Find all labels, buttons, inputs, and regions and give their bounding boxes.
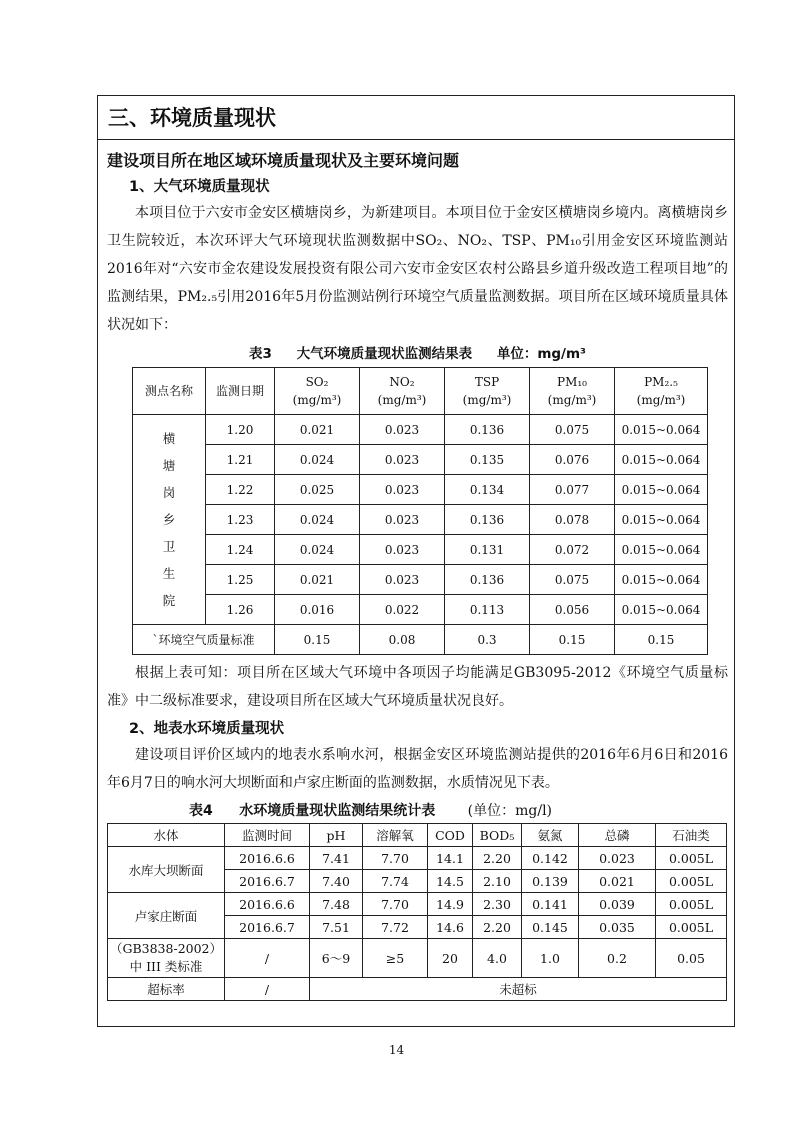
table-cell: 1.26 xyxy=(206,595,275,625)
section-title: 三、环境质量现状 xyxy=(98,96,734,140)
table-row xyxy=(133,505,708,535)
table-cell: 0.023 xyxy=(360,475,445,505)
header-unit: (mg/m³) xyxy=(462,393,512,407)
header-cell: 监测日期 xyxy=(206,368,275,415)
table-cell: 0.15 xyxy=(530,625,615,655)
table-cell: 0.005L xyxy=(656,893,727,916)
table-cell: 0.015~0.064 xyxy=(615,415,708,445)
table-cell: 0.142 xyxy=(522,847,579,870)
table-cell: 0.136 xyxy=(445,415,530,445)
table-cell: 1.25 xyxy=(206,565,275,595)
station-char: 卫 xyxy=(162,539,176,554)
table-cell: 0.023 xyxy=(360,415,445,445)
table-cell: 0.075 xyxy=(530,415,615,445)
table-cell: 0.075 xyxy=(530,565,615,595)
header-cell: 石油类 xyxy=(656,824,727,847)
table-row xyxy=(133,535,708,565)
water-body-cell: 水库大坝断面 xyxy=(108,847,225,893)
table-cell: 0.039 xyxy=(579,893,656,916)
table-cell: 0.022 xyxy=(360,595,445,625)
table-cell: 2016.6.7 xyxy=(225,916,310,939)
header-cell: 氨氮 xyxy=(522,824,579,847)
table-cell: 0.024 xyxy=(275,535,360,565)
table-cell: 0.023 xyxy=(360,565,445,595)
air-heading: 1、大气环境质量现状 xyxy=(129,179,270,195)
header-name: SO₂ xyxy=(305,375,329,389)
table-cell: 0.005L xyxy=(656,870,727,893)
table-cell: 1.24 xyxy=(206,535,275,565)
table4-number: 表4 xyxy=(189,803,213,819)
table-cell: 0.015~0.064 xyxy=(615,505,708,535)
station-char: 乡 xyxy=(162,512,176,527)
header-cell: 总磷 xyxy=(579,824,656,847)
header-name: PM₁₀ xyxy=(557,375,587,389)
exceed-row xyxy=(108,978,727,1001)
table-cell: 0.056 xyxy=(530,595,615,625)
table-cell: 0.139 xyxy=(522,870,579,893)
standard-row xyxy=(133,625,708,655)
table-cell: 0.141 xyxy=(522,893,579,916)
station-char: 岗 xyxy=(162,485,176,500)
subsection-title: 建设项目所在地区域环境质量现状及主要环境问题 xyxy=(107,151,460,170)
table-cell: 0.016 xyxy=(275,595,360,625)
table4-caption xyxy=(107,799,728,823)
standard-label: `环境空气质量标准 xyxy=(133,625,275,655)
table-cell: 0.024 xyxy=(275,445,360,475)
table-cell: 0.015~0.064 xyxy=(615,595,708,625)
table-cell: 0.2 xyxy=(579,939,656,978)
table-cell: 0.021 xyxy=(275,565,360,595)
header-unit: (mg/m³) xyxy=(547,393,597,407)
table-cell: 0.021 xyxy=(275,415,360,445)
standard-row xyxy=(108,939,727,978)
table3-caption xyxy=(107,341,728,367)
table-cell: 7.70 xyxy=(363,847,428,870)
standard-label-line: 中 III 类标准 xyxy=(129,959,203,974)
table-cell: 20 xyxy=(428,939,473,978)
table-cell: 14.9 xyxy=(428,893,473,916)
table3-number: 表3 xyxy=(249,346,272,362)
table-cell: 7.74 xyxy=(363,870,428,893)
table-cell: 0.024 xyxy=(275,505,360,535)
header-cell: BOD₅ xyxy=(473,824,522,847)
table-cell: 0.113 xyxy=(445,595,530,625)
table-cell: / xyxy=(225,978,310,1001)
table-cell: 1.0 xyxy=(522,939,579,978)
table-cell: 14.5 xyxy=(428,870,473,893)
page-number: 14 xyxy=(388,1043,405,1057)
header-unit: (mg/m³) xyxy=(636,393,686,407)
water-body-cell: 卢家庄断面 xyxy=(108,893,225,939)
header-name: PM₂.₅ xyxy=(644,375,678,389)
header-name: NO₂ xyxy=(389,375,415,389)
table-cell: / xyxy=(225,939,310,978)
table-cell: 2016.6.6 xyxy=(225,893,310,916)
content-frame xyxy=(97,95,735,1027)
table-cell: 0.131 xyxy=(445,535,530,565)
table-cell: 14.6 xyxy=(428,916,473,939)
table-cell: 1.23 xyxy=(206,505,275,535)
table-cell: 0.077 xyxy=(530,475,615,505)
header-unit: (mg/m³) xyxy=(292,393,342,407)
table-cell: 2.20 xyxy=(473,916,522,939)
table-cell: 0.136 xyxy=(445,505,530,535)
table-cell: 0.023 xyxy=(360,445,445,475)
standard-label-line: （GB3838-2002） xyxy=(109,941,223,956)
table-row xyxy=(133,595,708,625)
table-cell: 2.20 xyxy=(473,847,522,870)
table-row xyxy=(133,415,708,445)
table-cell: 0.023 xyxy=(579,847,656,870)
water-heading: 2、地表水环境质量现状 xyxy=(129,721,285,737)
table-cell: 0.023 xyxy=(360,505,445,535)
table-header-row xyxy=(108,824,727,847)
table-row xyxy=(133,445,708,475)
table-cell: 7.51 xyxy=(310,916,363,939)
station-cell xyxy=(133,415,206,625)
table-cell: 1.20 xyxy=(206,415,275,445)
air-conclusion: 根据上表可知：项目所在区域大气环境中各项因子均能满足GB3095-2012《环境空气质量标准》中二级标准要求，建设项目所在区域大气环境质量状况良好。 xyxy=(107,665,728,709)
header-cell: 水体 xyxy=(108,824,225,847)
header-cell: COD xyxy=(428,824,473,847)
air-quality-table xyxy=(132,367,708,655)
table-cell: 0.135 xyxy=(445,445,530,475)
table-cell: 0.025 xyxy=(275,475,360,505)
header-cell: pH xyxy=(310,824,363,847)
table-cell: 0.035 xyxy=(579,916,656,939)
exceed-value: 未超标 xyxy=(310,978,727,1001)
table-cell: 0.015~0.064 xyxy=(615,535,708,565)
table-row xyxy=(108,847,727,870)
table-cell: 2016.6.6 xyxy=(225,847,310,870)
table4-unit: (单位：mg/l) xyxy=(467,803,553,819)
table-cell: 0.3 xyxy=(445,625,530,655)
water-paragraph: 建设项目评价区域内的地表水系响水河，根据金安区环境监测站提供的2016年6月6日和2016年6月7日的响水河大坝断面和卢家庄断面的监测数据，水质情况见下表。 xyxy=(107,747,728,791)
table-row xyxy=(108,893,727,916)
table-row xyxy=(133,565,708,595)
table-cell: 0.078 xyxy=(530,505,615,535)
table-cell: 7.40 xyxy=(310,870,363,893)
header-cell xyxy=(275,368,360,415)
standard-label xyxy=(108,939,225,978)
station-char: 横 xyxy=(162,431,176,446)
table-cell: 0.015~0.064 xyxy=(615,565,708,595)
station-char: 院 xyxy=(162,593,176,608)
table-cell: ≥5 xyxy=(363,939,428,978)
table-cell: 7.48 xyxy=(310,893,363,916)
table-cell: 0.08 xyxy=(360,625,445,655)
table-cell: 6～9 xyxy=(310,939,363,978)
header-cell xyxy=(615,368,708,415)
header-cell: 监测时间 xyxy=(225,824,310,847)
header-cell: 测点名称 xyxy=(133,368,206,415)
table-cell: 0.005L xyxy=(656,847,727,870)
header-cell: 溶解氧 xyxy=(363,824,428,847)
table-cell: 0.015~0.064 xyxy=(615,475,708,505)
header-cell xyxy=(530,368,615,415)
table3-unit: 单位：mg/m³ xyxy=(496,346,586,362)
table3-title: 大气环境质量现状监测结果表 xyxy=(296,346,473,362)
table-cell: 0.134 xyxy=(445,475,530,505)
table-cell: 0.05 xyxy=(656,939,727,978)
table-header-row xyxy=(133,368,708,415)
table-cell: 0.005L xyxy=(656,916,727,939)
table-cell: 0.15 xyxy=(615,625,708,655)
table-cell: 7.41 xyxy=(310,847,363,870)
table-cell: 0.021 xyxy=(579,870,656,893)
header-unit: (mg/m³) xyxy=(377,393,427,407)
table-cell: 0.15 xyxy=(275,625,360,655)
table-cell: 0.015~0.064 xyxy=(615,445,708,475)
table-cell: 14.1 xyxy=(428,847,473,870)
table-cell: 7.70 xyxy=(363,893,428,916)
table-cell: 0.136 xyxy=(445,565,530,595)
table-cell: 0.072 xyxy=(530,535,615,565)
table-cell: 7.72 xyxy=(363,916,428,939)
header-cell xyxy=(360,368,445,415)
station-char: 生 xyxy=(162,566,176,581)
table-cell: 1.21 xyxy=(206,445,275,475)
table-cell: 1.22 xyxy=(206,475,275,505)
table4-title: 水环境质量现状监测结果统计表 xyxy=(239,803,436,819)
station-char: 塘 xyxy=(162,458,176,473)
header-name: TSP xyxy=(474,375,500,389)
table-cell: 2016.6.7 xyxy=(225,870,310,893)
table-cell: 2.10 xyxy=(473,870,522,893)
table-row xyxy=(133,475,708,505)
water-quality-table xyxy=(107,823,727,1001)
table-cell: 4.0 xyxy=(473,939,522,978)
exceed-label: 超标率 xyxy=(108,978,225,1001)
table-cell: 0.145 xyxy=(522,916,579,939)
table-cell: 2.30 xyxy=(473,893,522,916)
table-cell: 0.076 xyxy=(530,445,615,475)
header-cell xyxy=(445,368,530,415)
air-paragraph: 本项目位于六安市金安区横塘岗乡，为新建项目。本项目位于金安区横塘岗乡境内。离横塘岗乡卫生院较近，本次环评大气环境现状监测数据中SO₂、NO₂、TSP、PM₁₀引用金安区环境监测站2016年对“六安市金农建设发展投资有限公司六安市金安区农村公路县乡道升级改造工程项目地”的监测结果，PM₂.₅引用2016年5月份监测站例行环境空气质量监测数据。项目所在区域环境质量具体状况如下： xyxy=(107,205,728,333)
table-cell: 0.023 xyxy=(360,535,445,565)
